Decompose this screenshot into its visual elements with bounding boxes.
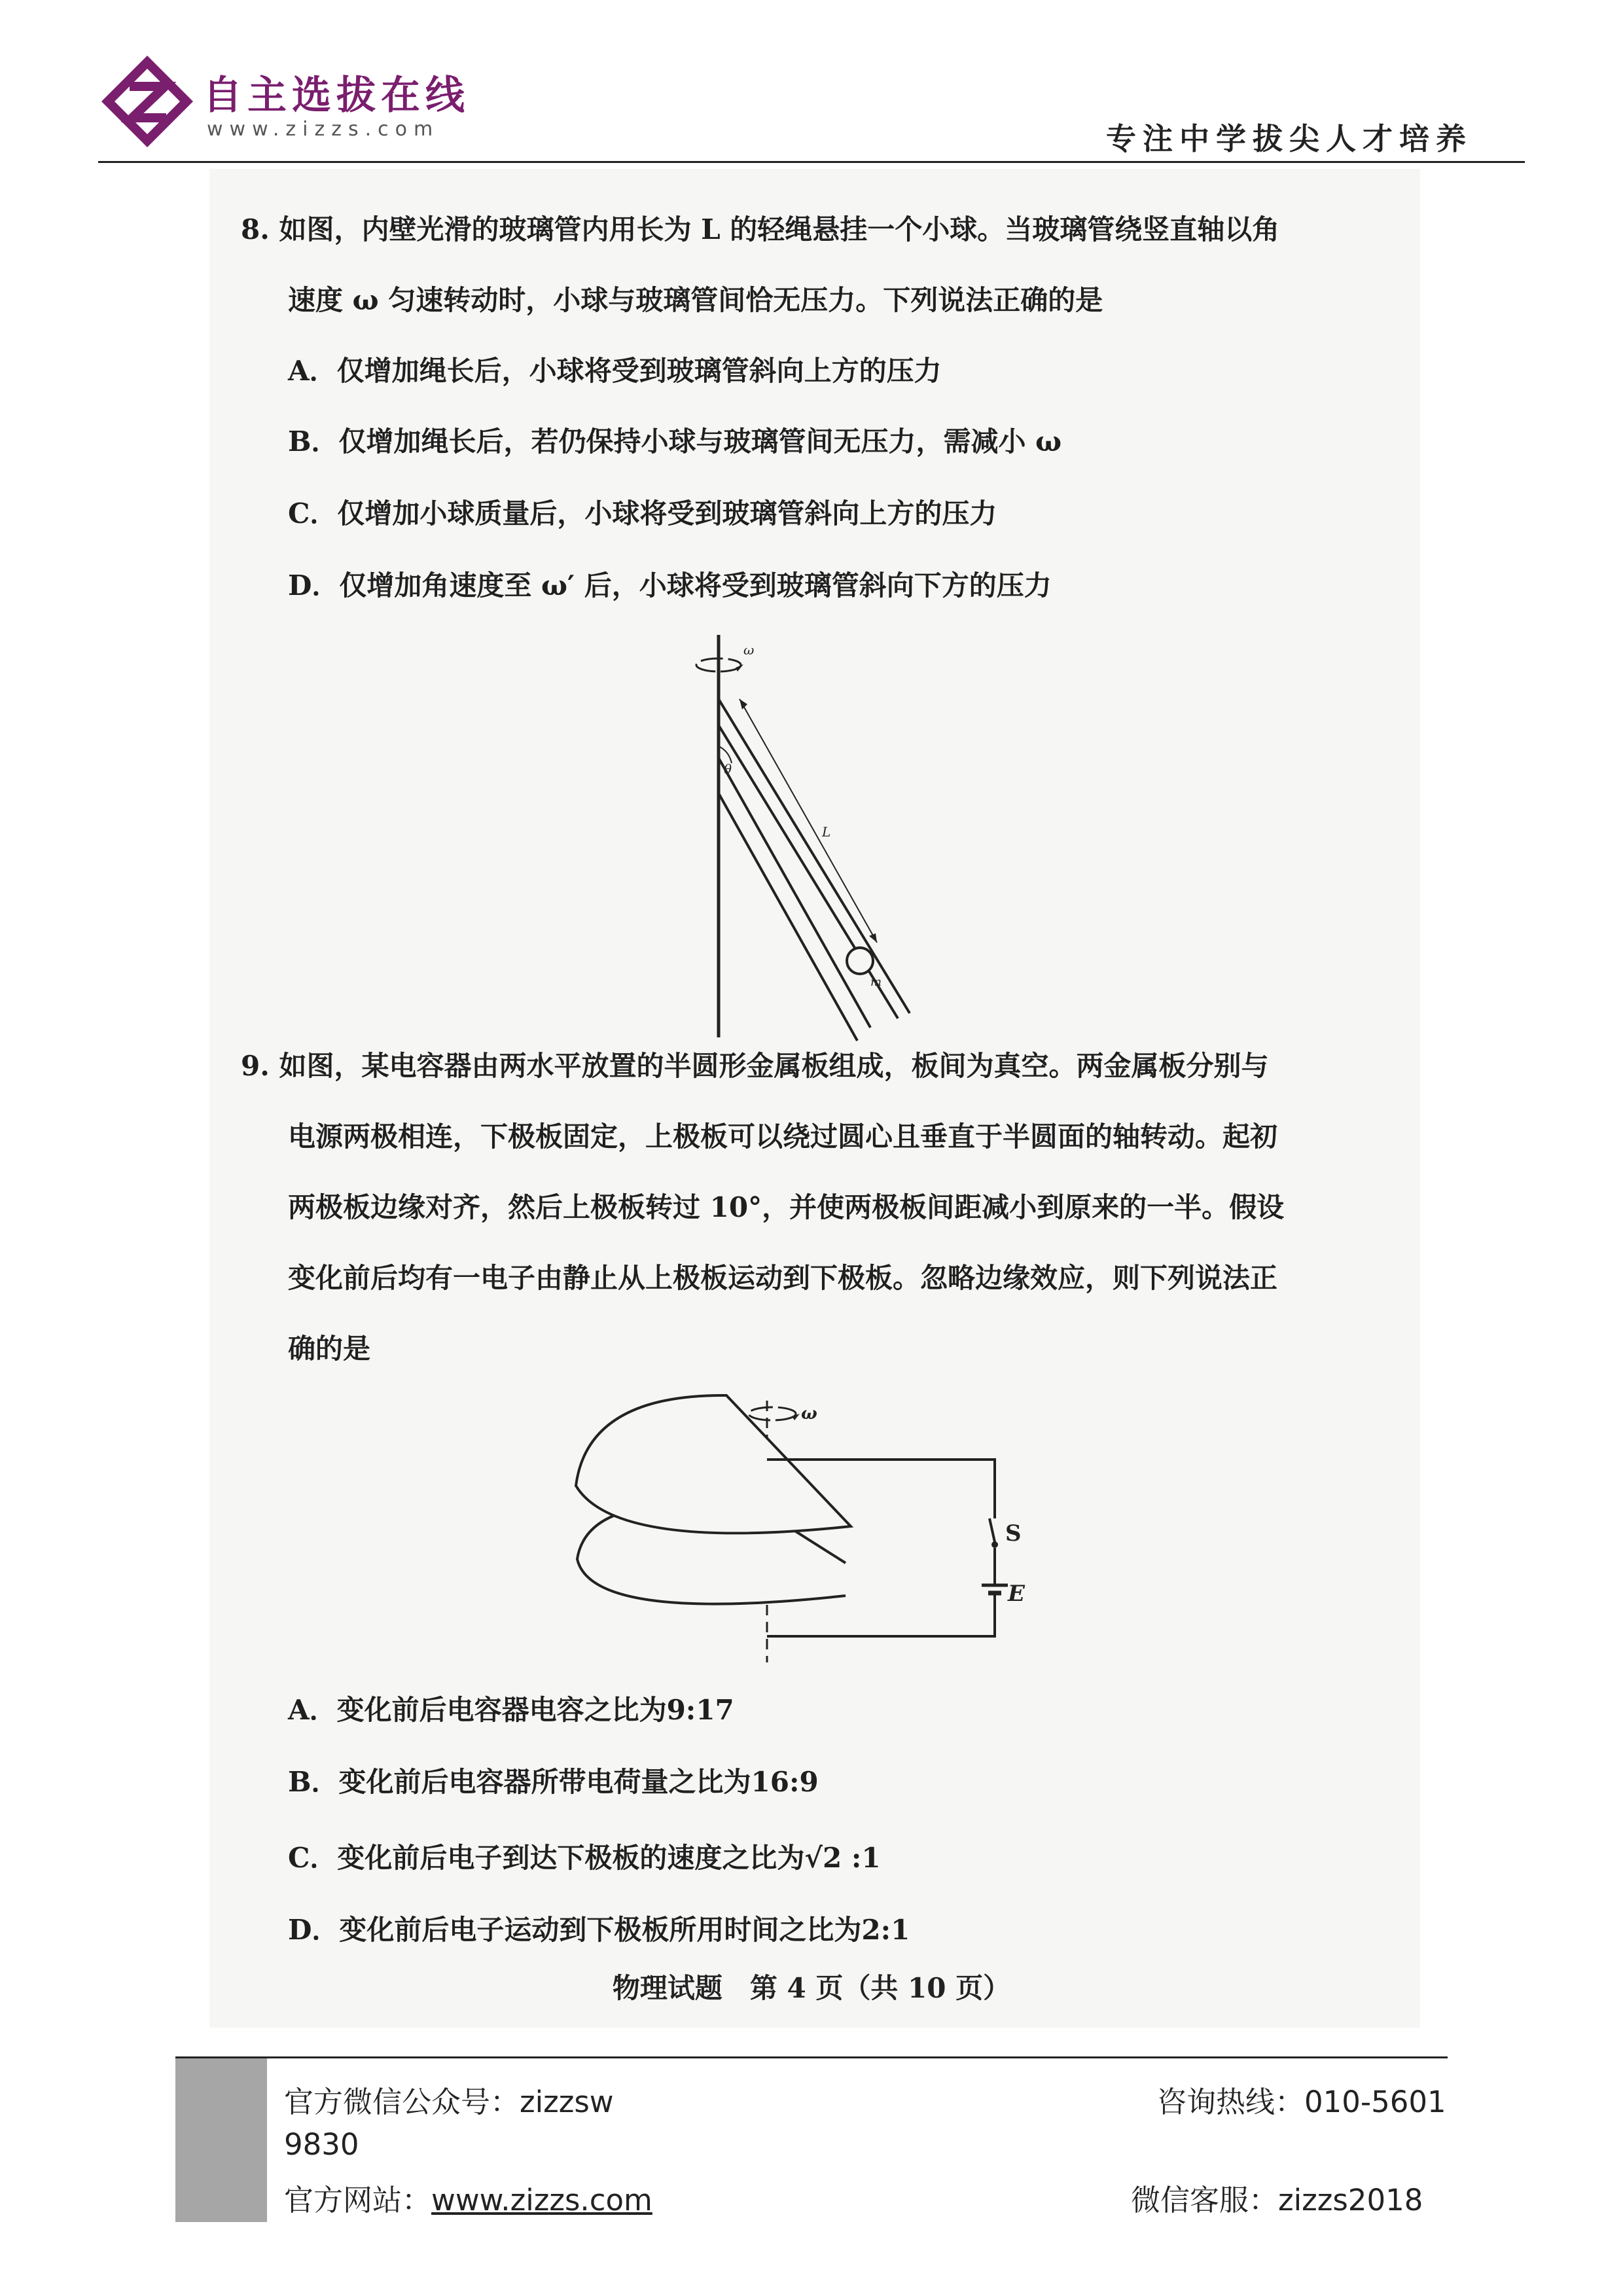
footer-website-row: [284, 2176, 652, 2219]
header-slogan: 专注中学拔尖人才培养: [1106, 121, 1472, 156]
q9-stem-line-3: 两极板边缘对齐，然后上极板转过 10°，并使两极板间距减小到原来的一半。假设: [288, 1191, 1285, 1223]
q8-mass-label: m: [870, 975, 882, 989]
q8-stem-line-2: 速度 ω 匀速转动时，小球与玻璃管间恰无压力。下列说法正确的是: [288, 284, 1103, 316]
q8-omega-label: ω: [743, 642, 755, 658]
q9-option-a: A．变化前后电容器电容之比为9:17: [288, 1694, 734, 1726]
q8-option-a: A．仅增加绳长后，小球将受到玻璃管斜向上方的压力: [288, 355, 942, 387]
q9-stem-line-2: 电源两极相连，下极板固定，上极板可以绕过圆心且垂直于半圆面的轴转动。起初: [288, 1121, 1278, 1153]
q9-stem-line-4: 变化前后均有一电子由静止从上极板运动到下极板。忽略边缘效应，则下列说法正: [288, 1262, 1278, 1294]
footer-gray-block: [175, 2058, 267, 2222]
q8-option-c: C．仅增加小球质量后，小球将受到玻璃管斜向上方的压力: [288, 497, 997, 529]
footer-wechat-public: 官方微信公众号：zizzsw: [284, 2085, 614, 2119]
q8-option-d: D．仅增加角速度至 ω′ 后，小球将受到玻璃管斜向下方的压力: [288, 569, 1052, 601]
q9-option-b: B．变化前后电容器所带电荷量之比为16:9: [288, 1766, 819, 1798]
footer-hotline: 咨询热线：010-5601: [1157, 2085, 1446, 2119]
q8-ball: [847, 948, 873, 974]
q9-option-d: D．变化前后电子运动到下极板所用时间之比为2:1: [288, 1914, 910, 1946]
q8-option-b: B．仅增加绳长后，若仍保持小球与玻璃管间无压力，需减小 ω: [288, 425, 1062, 457]
q9-stem-line-5: 确的是: [288, 1333, 371, 1365]
exam-page-number: 物理试题 第 4 页（共 10 页）: [612, 1972, 1011, 2004]
logo-mark-icon: [98, 52, 196, 151]
q8-stem-line-1: 8. 如图，内壁光滑的玻璃管内用长为 L 的轻绳悬挂一个小球。当玻璃管绕竖直轴以角: [241, 213, 1280, 245]
q9-switch: [990, 1518, 995, 1542]
q9-switch-label: S: [1005, 1520, 1022, 1547]
logo-url: www.zizzs.com: [207, 118, 440, 141]
logo: [98, 52, 470, 151]
q8-theta-label: θ: [724, 761, 732, 777]
footer-divider: [175, 2056, 1448, 2058]
header-divider: [98, 161, 1525, 163]
footer-wechat-service: 微信客服：zizzs2018: [1131, 2183, 1423, 2217]
footer-hotline-continued: 9830: [284, 2127, 359, 2162]
footer-website-label: 官方网站：: [284, 2183, 432, 2217]
q8-length-label: L: [822, 824, 831, 840]
q9-capacitor-figure: [563, 1388, 1047, 1676]
q8-tube-figure: [674, 628, 955, 1047]
q9-option-c: C．变化前后电子到达下极板的速度之比为√2 :1: [288, 1842, 881, 1874]
logo-name: 自主选拔在线: [203, 73, 470, 118]
footer-website-link[interactable]: www.zizzs.com: [431, 2183, 652, 2217]
q9-omega-label: ω: [801, 1404, 817, 1424]
q9-stem-line-1: 9. 如图，某电容器由两水平放置的半圆形金属板组成，板间为真空。两金属板分别与: [241, 1050, 1269, 1082]
q9-source-label: E: [1008, 1581, 1025, 1607]
